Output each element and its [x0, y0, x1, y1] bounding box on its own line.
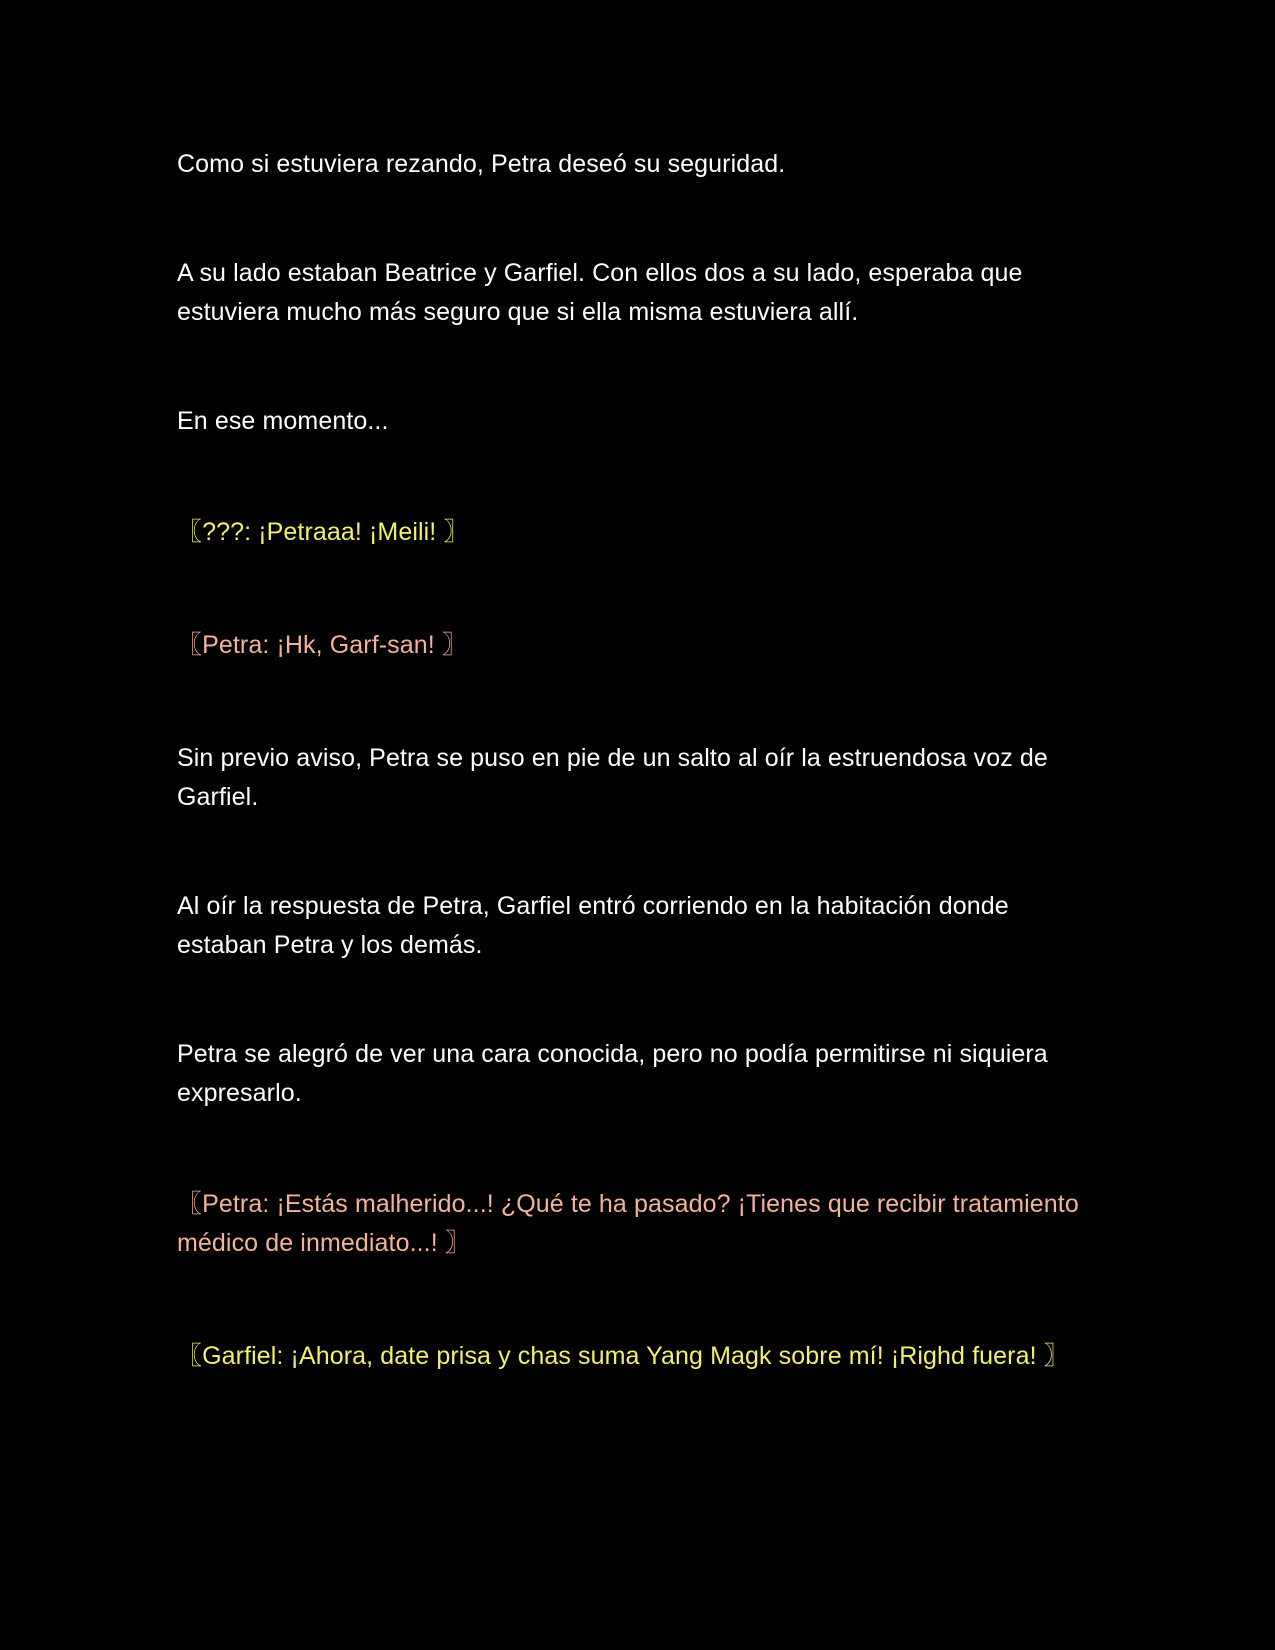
narration-paragraph: Al oír la respuesta de Petra, Garfiel entró corriendo en la habitación donde estaban Petra y los demás.: [177, 892, 1009, 959]
narration-paragraph: Sin previo aviso, Petra se puso en pie de un salto al oír la estruendosa voz de Garfiel.: [177, 744, 1048, 811]
dialogue-line-petra: 〖Petra: ¡Hk, Garf-san! 〗: [177, 631, 467, 659]
narration-paragraph: Como si estuviera rezando, Petra deseó su seguridad.: [177, 150, 786, 178]
document-page: [177, 145, 1097, 1376]
narration-paragraph: En ese momento...: [177, 407, 389, 435]
narration-paragraph: A su lado estaban Beatrice y Garfiel. Con ellos dos a su lado, esperaba que estuviera mucho más seguro que si ella misma estuviera allí.: [177, 259, 1023, 326]
dialogue-line-unknown: 〖???: ¡Petraaa! ¡Meili! 〗: [177, 518, 469, 546]
narration-paragraph: Petra se alegró de ver una cara conocida, pero no podía permitirse ni siquiera expresarlo.: [177, 1040, 1048, 1107]
dialogue-line-petra: 〖Petra: ¡Estás malherido...! ¿Qué te ha pasado? ¡Tienes que recibir tratamiento médico de inmediato...! 〗: [177, 1190, 1079, 1257]
dialogue-line-garfiel: 〖Garfiel: ¡Ahora, date prisa y chas suma Yang Magk sobre mí! ¡Righd fuera! 〗: [177, 1342, 1069, 1370]
